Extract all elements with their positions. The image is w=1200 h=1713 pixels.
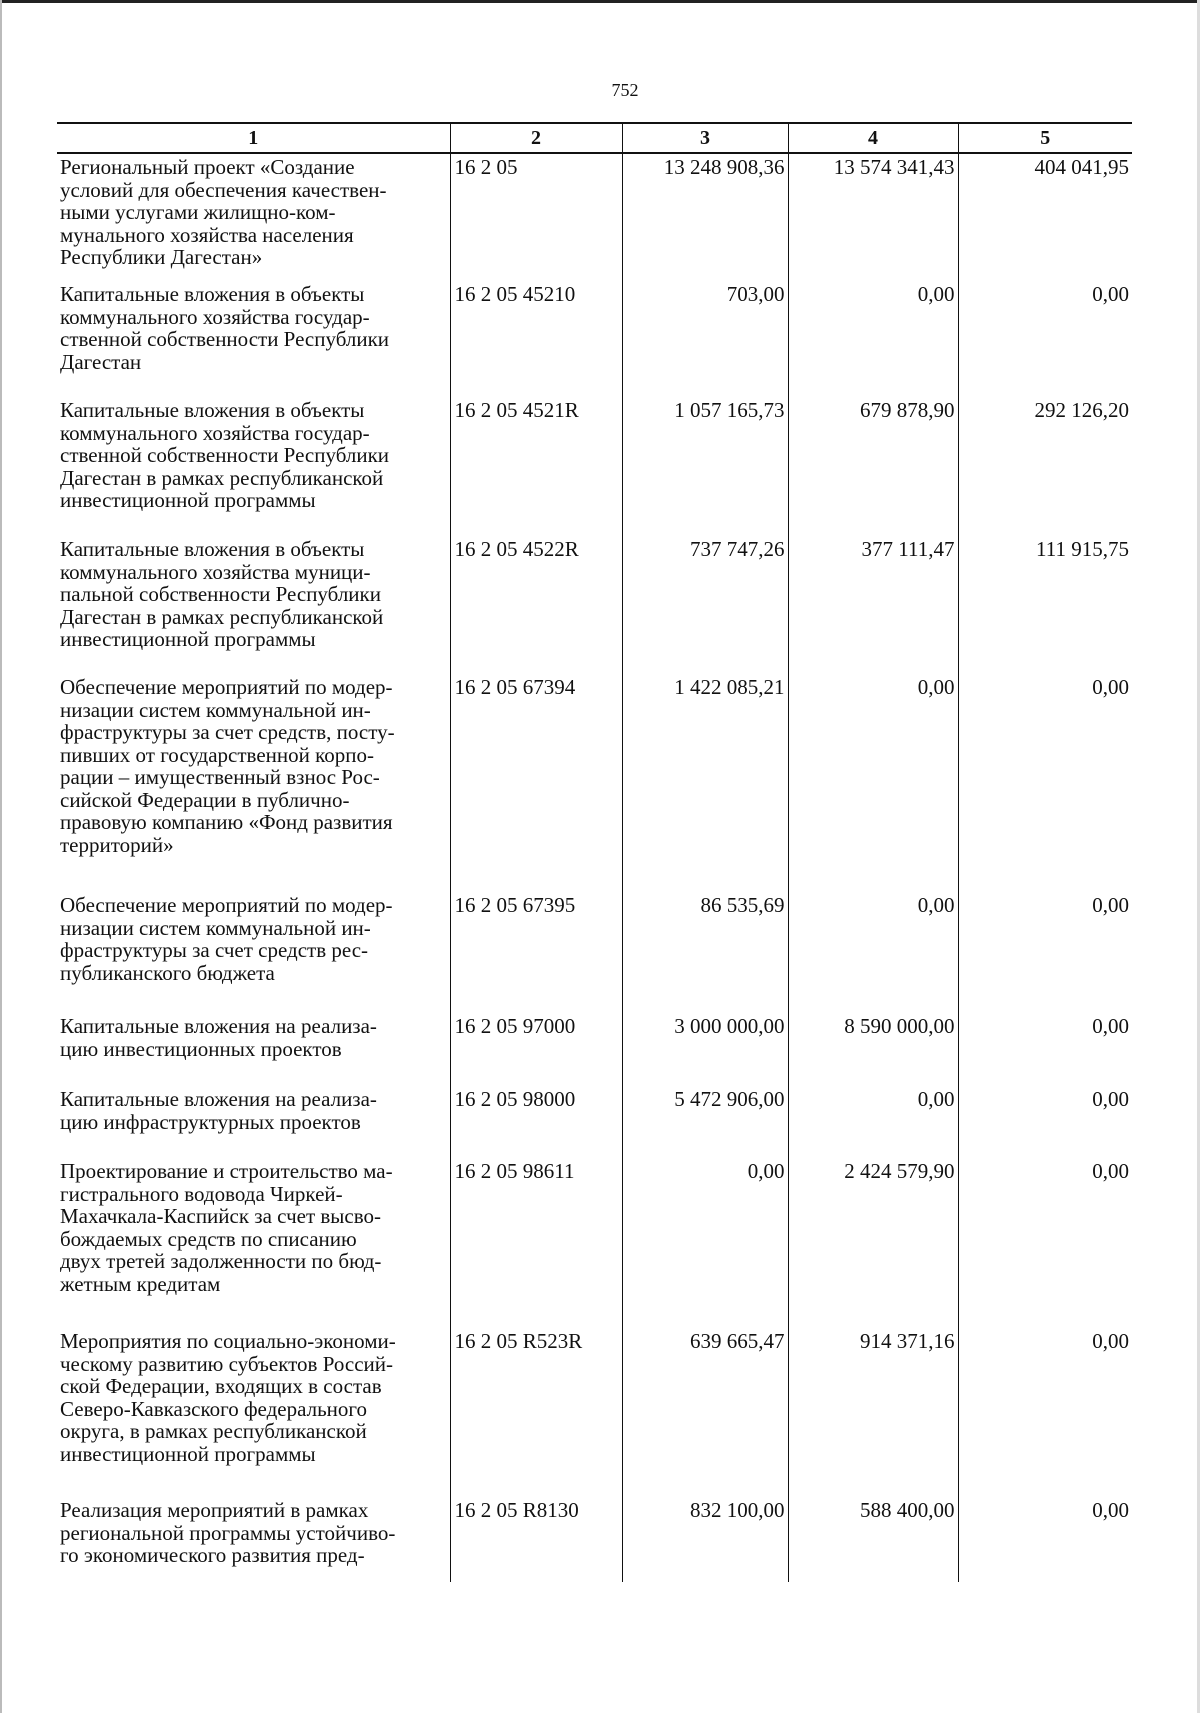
row-name-line: ственной собственности Республики	[60, 327, 390, 351]
row-name	[57, 281, 450, 397]
row-value-4: 0,00	[788, 281, 958, 397]
row-name-line: ской Федерации, входящих в состав	[60, 1374, 382, 1398]
row-value-4: 588 400,00	[788, 1497, 958, 1582]
row-name-line: Реализация мероприятий в рамках	[60, 1498, 369, 1522]
row-name-line: ческому развитию субъектов Россий-	[60, 1351, 394, 1376]
row-value-3: 1 422 085,21	[622, 674, 788, 892]
row-value-5: 0,00	[958, 1158, 1132, 1328]
row-name-line: коммунального хозяйства государ-	[60, 304, 370, 329]
header-col-4: 4	[788, 123, 958, 153]
row-name	[57, 1086, 450, 1158]
row-name-line: низации систем коммунальной ин-	[60, 697, 371, 722]
row-name-line: пальной собственности Республики	[60, 582, 381, 606]
row-name-line: ными услугами жилищно-ком-	[60, 200, 336, 224]
row-value-3: 13 248 908,36	[622, 153, 788, 281]
row-name-line: Капитальные вложения в объекты	[60, 282, 365, 306]
row-value-4: 13 574 341,43	[788, 153, 958, 281]
row-name-line: Республики Дагестан»	[60, 245, 263, 269]
row-value-4: 914 371,16	[788, 1328, 958, 1497]
row-name-line: Обеспечение мероприятий по модер-	[60, 893, 393, 917]
row-name-line: ственной собственности Республики	[60, 443, 390, 467]
row-name-line: Региональный проект «Создание	[60, 155, 355, 179]
header-col-3: 3	[622, 123, 788, 153]
row-name-line: Капитальные вложения на реализа-	[60, 1087, 377, 1111]
row-name-line: гистрального водовода Чиркей-	[60, 1181, 343, 1206]
row-name-line: фраструктуры за счет средств, посту-	[60, 720, 395, 744]
row-value-3: 703,00	[622, 281, 788, 397]
header-col-2: 2	[450, 123, 622, 153]
row-name-line: бождаемых средств по списанию	[60, 1226, 357, 1251]
table-row	[57, 1086, 1132, 1158]
row-name	[57, 1013, 450, 1086]
row-name-line: региональной программы устойчиво-	[60, 1520, 396, 1545]
row-value-4: 0,00	[788, 892, 958, 1013]
row-value-3: 86 535,69	[622, 892, 788, 1013]
table-row	[57, 397, 1132, 536]
table-row	[57, 1013, 1132, 1086]
row-value-5: 0,00	[958, 674, 1132, 892]
table-row	[57, 1328, 1132, 1497]
row-value-5: 0,00	[958, 1328, 1132, 1497]
row-name	[57, 397, 450, 536]
budget-table	[57, 122, 1132, 1582]
row-name-line: Капитальные вложения в объекты	[60, 398, 365, 422]
row-name-line: жетным кредитам	[60, 1271, 221, 1296]
row-value-5: 0,00	[958, 1013, 1132, 1086]
row-name	[57, 153, 450, 281]
row-name-line: мунального хозяйства населения	[60, 222, 354, 247]
row-value-3: 0,00	[622, 1158, 788, 1328]
row-code: 16 2 05 4521R	[450, 397, 622, 536]
row-value-4: 0,00	[788, 674, 958, 892]
row-value-3: 832 100,00	[622, 1497, 788, 1582]
table-row	[57, 1158, 1132, 1328]
row-value-5: 404 041,95	[958, 153, 1132, 281]
row-name-line: коммунального хозяйства муници-	[60, 559, 371, 584]
header-col-5: 5	[958, 123, 1132, 153]
row-value-5: 0,00	[958, 281, 1132, 397]
row-name-line: правовую компанию «Фонд развития	[60, 810, 393, 834]
row-code: 16 2 05 R8130	[450, 1497, 622, 1582]
row-name-line: условий для обеспечения качествен-	[60, 177, 387, 202]
row-name-line: округа, в рамках республиканской	[60, 1419, 367, 1443]
row-name-line: го экономического развития пред-	[60, 1543, 365, 1567]
row-name-line: инвестиционной программы	[60, 627, 316, 651]
row-name-line: коммунального хозяйства государ-	[60, 420, 370, 445]
header-row	[57, 123, 1132, 153]
header-col-1: 1	[57, 123, 450, 153]
row-code: 16 2 05	[450, 153, 622, 281]
row-value-4: 377 111,47	[788, 536, 958, 674]
row-value-3: 737 747,26	[622, 536, 788, 674]
row-name-line: Мероприятия по социально-экономи-	[60, 1329, 396, 1353]
row-name-line: публиканского бюджета	[60, 960, 275, 985]
row-value-3: 5 472 906,00	[622, 1086, 788, 1158]
row-code: 16 2 05 97000	[450, 1013, 622, 1086]
row-name-line: цию инвестиционных проектов	[60, 1036, 342, 1061]
row-value-3: 639 665,47	[622, 1328, 788, 1497]
row-name-line: Северо-Кавказского федерального	[60, 1396, 368, 1421]
row-name-line: низации систем коммунальной ин-	[60, 915, 371, 940]
table-row	[57, 153, 1132, 281]
row-name-line: Дагестан	[60, 349, 142, 374]
row-name	[57, 674, 450, 892]
table-row	[57, 536, 1132, 674]
row-name-line: Дагестан в рамках республиканской	[60, 465, 384, 490]
row-name-line: Проектирование и строительство ма-	[60, 1159, 393, 1183]
row-code: 16 2 05 45210	[450, 281, 622, 397]
row-name	[57, 536, 450, 674]
row-name-line: Капитальные вложения в объекты	[60, 537, 365, 561]
row-name	[57, 892, 450, 1013]
row-name-line: инвестиционной программы	[60, 488, 316, 512]
row-code: 16 2 05 67395	[450, 892, 622, 1013]
row-value-4: 0,00	[788, 1086, 958, 1158]
row-code: 16 2 05 98611	[450, 1158, 622, 1328]
row-name-line: Капитальные вложения на реализа-	[60, 1014, 377, 1038]
row-name-line: сийской Федерации в публично-	[60, 787, 350, 812]
row-name-line: Дагестан в рамках республиканской	[60, 604, 384, 629]
row-value-4: 2 424 579,90	[788, 1158, 958, 1328]
row-name-line: Махачкала-Каспийск за счет высво-	[60, 1204, 381, 1228]
row-value-5: 0,00	[958, 892, 1132, 1013]
row-name-line: цию инфраструктурных проектов	[60, 1109, 361, 1134]
page-number: 752	[611, 80, 639, 100]
row-name-line: инвестиционной программы	[60, 1441, 316, 1466]
scan-top-edge	[0, 0, 1200, 3]
row-code: 16 2 05 R523R	[450, 1328, 622, 1497]
row-name-line: фраструктуры за счет средств рес-	[60, 938, 369, 962]
row-name-line: пивших от государственной корпо-	[60, 742, 374, 767]
row-name-line: двух третей задолженности по бюд-	[60, 1249, 382, 1273]
row-value-5: 0,00	[958, 1497, 1132, 1582]
row-name	[57, 1158, 450, 1328]
row-code: 16 2 05 98000	[450, 1086, 622, 1158]
table-row	[57, 892, 1132, 1013]
row-name	[57, 1497, 450, 1582]
row-value-5: 0,00	[958, 1086, 1132, 1158]
row-name	[57, 1328, 450, 1497]
row-value-5: 111 915,75	[958, 536, 1132, 674]
row-value-4: 8 590 000,00	[788, 1013, 958, 1086]
row-name-line: территорий»	[60, 832, 174, 857]
row-code: 16 2 05 4522R	[450, 536, 622, 674]
table-row	[57, 281, 1132, 397]
row-code: 16 2 05 67394	[450, 674, 622, 892]
row-name-line: Обеспечение мероприятий по модер-	[60, 675, 393, 699]
row-value-3: 1 057 165,73	[622, 397, 788, 536]
table-row	[57, 1497, 1132, 1582]
scan-left-edge	[0, 0, 2, 1713]
table-row	[57, 674, 1132, 892]
row-value-3: 3 000 000,00	[622, 1013, 788, 1086]
row-value-4: 679 878,90	[788, 397, 958, 536]
row-name-line: рации – имущественный взнос Рос-	[60, 765, 380, 789]
row-value-5: 292 126,20	[958, 397, 1132, 536]
